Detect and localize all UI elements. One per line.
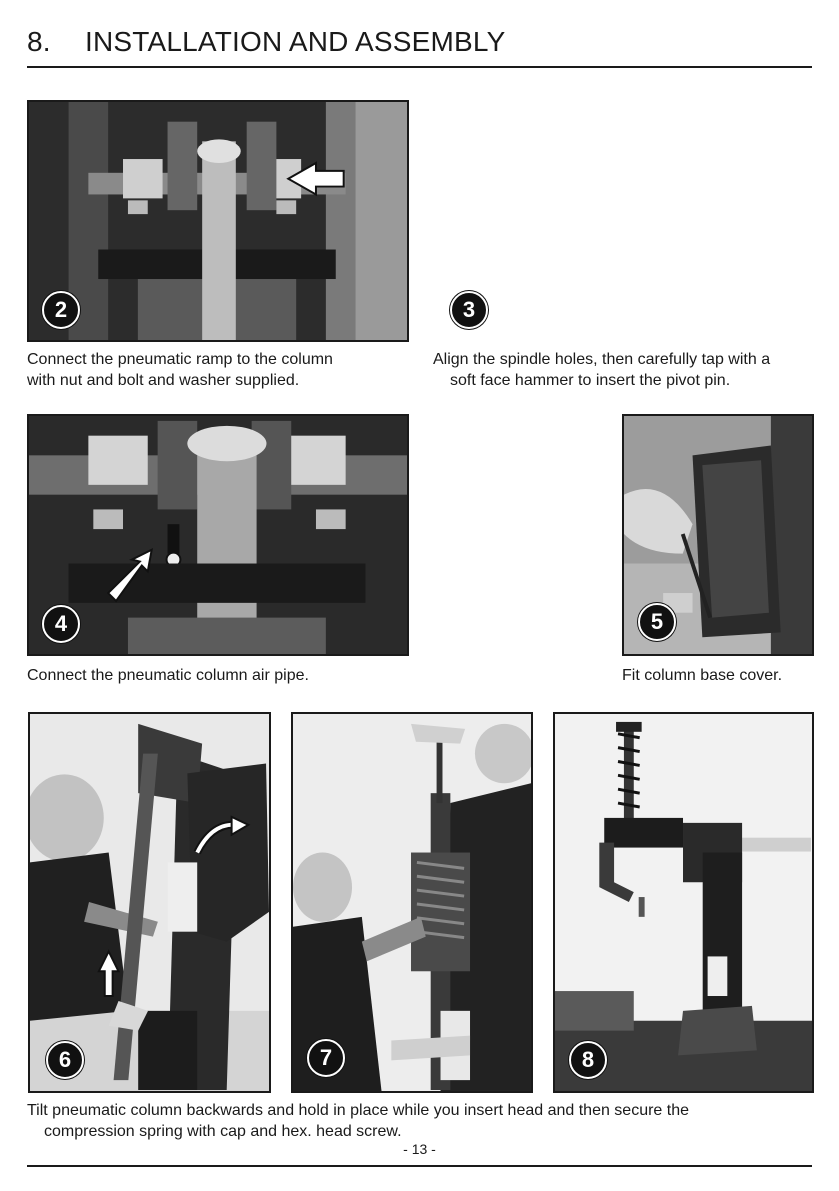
- caption-step-5: Fit column base cover.: [622, 667, 783, 684]
- step-badge-6: 6: [46, 1041, 84, 1079]
- caption-steps-6-8-line1: Tilt pneumatic column backwards and hold in place while you insert head and then secure the: [27, 1102, 690, 1119]
- header-rule: [27, 66, 812, 68]
- step-badge-3: 3: [450, 291, 488, 329]
- caption-step-3-line2: soft face hammer to insert the pivot pin.: [450, 372, 731, 389]
- caption-steps-6-8-line2: compression spring with cap and hex. head screw.: [44, 1123, 402, 1140]
- caption-step-2-line1: Connect the pneumatic ramp to the column: [27, 351, 333, 368]
- photo-step-8: [553, 712, 814, 1093]
- step-badge-7: 7: [307, 1039, 345, 1077]
- photo-step-7: [291, 712, 533, 1093]
- photo-step-4: [27, 414, 409, 656]
- caption-step-4: Connect the pneumatic column air pipe.: [27, 667, 309, 684]
- step-badge-8: 8: [569, 1041, 607, 1079]
- caption-step-2-line2: with nut and bolt and washer supplied.: [27, 372, 300, 389]
- footer-rule: [27, 1165, 812, 1167]
- page-title: [27, 26, 505, 58]
- photo-step-2: [27, 100, 409, 342]
- section-number: 8.: [27, 26, 51, 57]
- caption-steps-6-8: [27, 1100, 689, 1142]
- caption-step-2: [27, 349, 333, 391]
- step-badge-2: 2: [42, 291, 80, 329]
- photo-step-6: [28, 712, 271, 1093]
- caption-step-3-line1: Align the spindle holes, then carefully tap with a: [433, 351, 771, 368]
- section-title: INSTALLATION AND ASSEMBLY: [85, 26, 506, 57]
- caption-step-3: [433, 349, 770, 391]
- page-number: - 13 -: [403, 1141, 436, 1157]
- step-badge-4: 4: [42, 605, 80, 643]
- step-badge-5: 5: [638, 603, 676, 641]
